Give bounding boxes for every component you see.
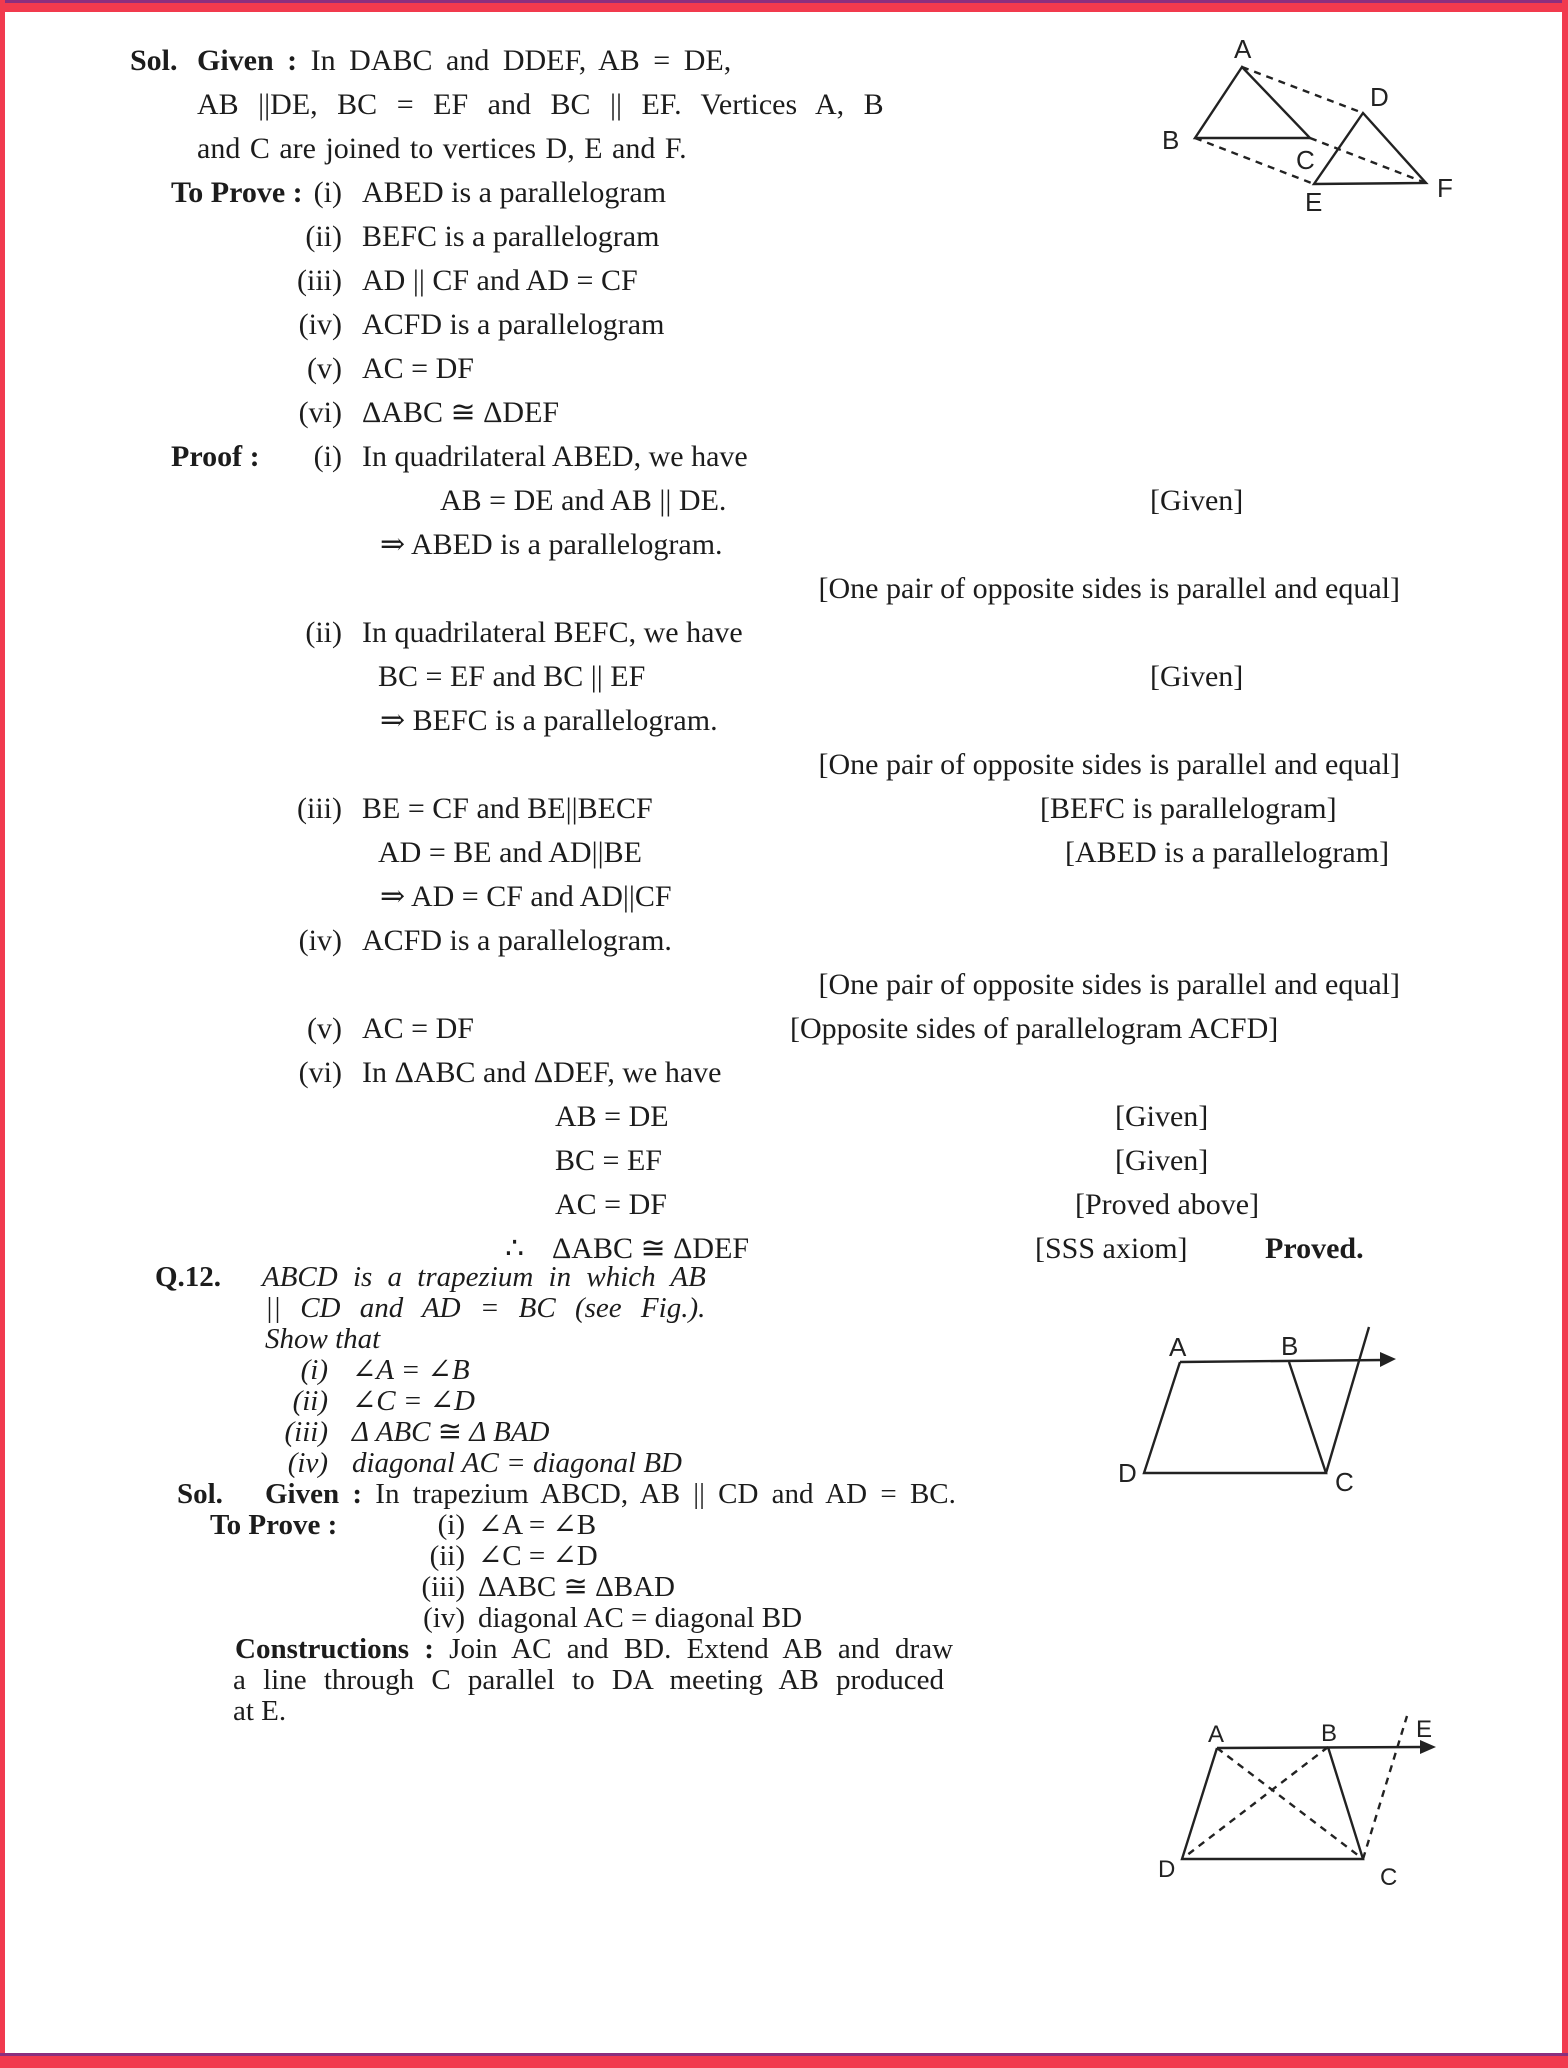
line-text: In quadrilateral BEFC, we have xyxy=(362,616,743,649)
line-text: In ΔABC and ΔDEF, we have xyxy=(362,1056,722,1089)
list-numeral: (v) xyxy=(307,1012,342,1045)
text-line xyxy=(0,306,1568,352)
line-text: AD = BE and AD||BE xyxy=(378,836,642,869)
text-line xyxy=(0,746,1568,792)
line-text: diagonal AC = diagonal BD xyxy=(352,1447,682,1479)
line-text: diagonal AC = diagonal BD xyxy=(478,1602,803,1634)
line-text: ABED is a parallelogram xyxy=(362,176,667,209)
list-numeral: (ii) xyxy=(305,616,342,649)
section-label: Sol. xyxy=(177,1478,223,1510)
text-line xyxy=(0,42,1568,88)
line-text: at E. xyxy=(233,1695,287,1727)
text-line xyxy=(0,482,1568,528)
bracket-note: [BEFC is parallelogram] xyxy=(1040,792,1337,825)
vertex-label-c: C xyxy=(1335,1467,1354,1497)
text-line xyxy=(0,174,1568,220)
text-line xyxy=(0,614,1568,660)
text-line xyxy=(0,658,1568,704)
vertex-label-a: A xyxy=(1234,34,1252,64)
therefore-symbol: ∴ xyxy=(505,1232,525,1265)
text-line xyxy=(0,966,1568,1012)
vertex-label-a: A xyxy=(1169,1332,1187,1362)
line-text: a line through C parallel to DA meeting AB produced xyxy=(233,1664,944,1696)
vertex-label-d: D xyxy=(1158,1856,1176,1883)
line-text: ⇒ ABED is a parallelogram. xyxy=(380,528,723,561)
bracket-note: [Given] xyxy=(1150,660,1244,693)
vertex-label-d: D xyxy=(1118,1458,1137,1488)
line-text: Given : In DABC and DDEF, AB = DE, xyxy=(197,44,732,77)
text-line xyxy=(0,262,1568,308)
line-text: Δ ABC ≅ Δ BAD xyxy=(352,1416,550,1448)
text-line xyxy=(0,86,1568,132)
vertex-label-b: B xyxy=(1162,125,1180,155)
list-numeral: (ii) xyxy=(305,220,342,253)
vertex-label-b: B xyxy=(1321,1720,1338,1747)
line-text: AC = DF xyxy=(555,1188,667,1221)
list-numeral: (i) xyxy=(313,176,342,209)
line-text: In quadrilateral ABED, we have xyxy=(362,440,748,473)
line-text: AC = DF xyxy=(362,1012,474,1045)
bracket-note: [Given] xyxy=(1150,484,1244,517)
text-line xyxy=(0,878,1568,924)
list-numeral: (iv) xyxy=(287,1447,328,1479)
bracket-note: [Opposite sides of parallelogram ACFD] xyxy=(790,1012,1279,1045)
line-text: AB = DE xyxy=(555,1100,669,1133)
vertex-label-c: C xyxy=(1380,1864,1398,1891)
vertex-label-b: B xyxy=(1281,1331,1299,1361)
line-text: ⇒ BEFC is a parallelogram. xyxy=(380,704,718,737)
line-text: ⇒ AD = CF and AD||CF xyxy=(380,880,672,913)
line-text: ΔABC ≅ ΔDEF xyxy=(362,396,560,429)
line-text: AC = DF xyxy=(362,352,474,385)
line-text: ∠A = ∠B xyxy=(478,1509,597,1541)
given-label: Given : xyxy=(265,1478,376,1510)
text-line xyxy=(0,218,1568,264)
text-line xyxy=(0,922,1568,968)
bracket-note: [One pair of opposite sides is parallel and equal] xyxy=(818,968,1400,1001)
text-line xyxy=(0,570,1568,616)
line-text: BC = EF xyxy=(555,1144,662,1177)
bracket-note: [Given] xyxy=(1115,1100,1209,1133)
section-label: Q.12. xyxy=(155,1261,222,1293)
text-line xyxy=(0,1010,1568,1056)
text-line xyxy=(0,702,1568,748)
section-label: To Prove : xyxy=(210,1509,338,1541)
line-text: ABCD is a trapezium in which AB xyxy=(262,1261,706,1293)
text-line xyxy=(0,350,1568,396)
line-text: ∠C = ∠D xyxy=(478,1540,598,1572)
text-line xyxy=(0,394,1568,440)
line-text: Given : In trapezium ABCD, AB || CD and AD = BC. xyxy=(265,1478,956,1510)
line-text: BEFC is a parallelogram xyxy=(362,220,660,253)
line-text: ∠A = ∠B xyxy=(352,1354,470,1386)
list-numeral: (i) xyxy=(437,1509,465,1541)
list-numeral: (iii) xyxy=(421,1571,465,1603)
line-text: AB = DE and AB || DE. xyxy=(440,484,727,517)
proved-label: Proved. xyxy=(1265,1232,1364,1265)
constructions-label: Constructions : xyxy=(235,1633,450,1665)
list-numeral: (i) xyxy=(313,440,342,473)
text-line xyxy=(0,1098,1568,1144)
line-text: AB ||DE, BC = EF and BC || EF. Vertices A, B xyxy=(197,88,884,121)
text-line xyxy=(0,1186,1568,1232)
list-numeral: (vi) xyxy=(298,396,342,429)
line-text: BC = EF and BC || EF xyxy=(378,660,646,693)
vertex-label-e: E xyxy=(1416,1716,1433,1743)
list-numeral: (iv) xyxy=(298,308,342,341)
text-line xyxy=(0,834,1568,880)
list-numeral: (iii) xyxy=(297,792,342,825)
text-line xyxy=(0,790,1568,836)
vertex-label-a: A xyxy=(1208,1721,1225,1748)
line-text: || CD and AD = BC (see Fig.). xyxy=(265,1292,706,1324)
bracket-note: [SSS axiom] xyxy=(1035,1232,1188,1265)
list-numeral: (vi) xyxy=(298,1056,342,1089)
text-line xyxy=(0,1142,1568,1188)
list-numeral: (v) xyxy=(307,352,342,385)
bracket-note: [ABED is a parallelogram] xyxy=(1065,836,1390,869)
bracket-note: [One pair of opposite sides is parallel and equal] xyxy=(818,572,1400,605)
vertex-label-d: D xyxy=(1370,82,1389,112)
list-numeral: (iv) xyxy=(298,924,342,957)
bracket-note: [Proved above] xyxy=(1075,1188,1260,1221)
vertex-label-f: F xyxy=(1437,173,1453,203)
text-line xyxy=(0,130,1568,176)
section-label: To Prove : xyxy=(171,176,303,209)
list-numeral: (iii) xyxy=(284,1416,328,1448)
line-text: ACFD is a parallelogram xyxy=(362,308,665,341)
line-text: ∠C = ∠D xyxy=(352,1385,475,1417)
list-numeral: (iv) xyxy=(423,1602,465,1634)
given-label: Given : xyxy=(197,44,311,77)
text-line xyxy=(0,1054,1568,1100)
line-text: ACFD is a parallelogram. xyxy=(362,924,672,957)
bracket-note: [One pair of opposite sides is parallel and equal] xyxy=(818,748,1400,781)
list-numeral: (iii) xyxy=(297,264,342,297)
bracket-note: [Given] xyxy=(1115,1144,1209,1177)
line-text: ΔABC ≅ ΔBAD xyxy=(478,1571,675,1603)
text-line xyxy=(0,1692,1568,1738)
section-label: Sol. xyxy=(130,44,178,77)
text-line xyxy=(0,526,1568,572)
line-text: BE = CF and BE||BECF xyxy=(362,792,653,825)
section-label: Proof : xyxy=(171,440,260,473)
vertex-label-e: E xyxy=(1305,187,1323,217)
text-line xyxy=(0,438,1568,484)
line-text: Show that xyxy=(265,1323,381,1355)
line-text: ΔABC ≅ ΔDEF xyxy=(552,1232,750,1265)
list-numeral: (ii) xyxy=(429,1540,465,1572)
line-text: AD || CF and AD = CF xyxy=(362,264,638,297)
list-numeral: (ii) xyxy=(292,1385,328,1417)
list-numeral: (i) xyxy=(300,1354,328,1386)
line-text: Constructions : Join AC and BD. Extend AB and draw xyxy=(235,1633,954,1665)
line-text: and C are joined to vertices D, E and F. xyxy=(197,132,687,165)
vertex-label-c: C xyxy=(1296,145,1315,175)
